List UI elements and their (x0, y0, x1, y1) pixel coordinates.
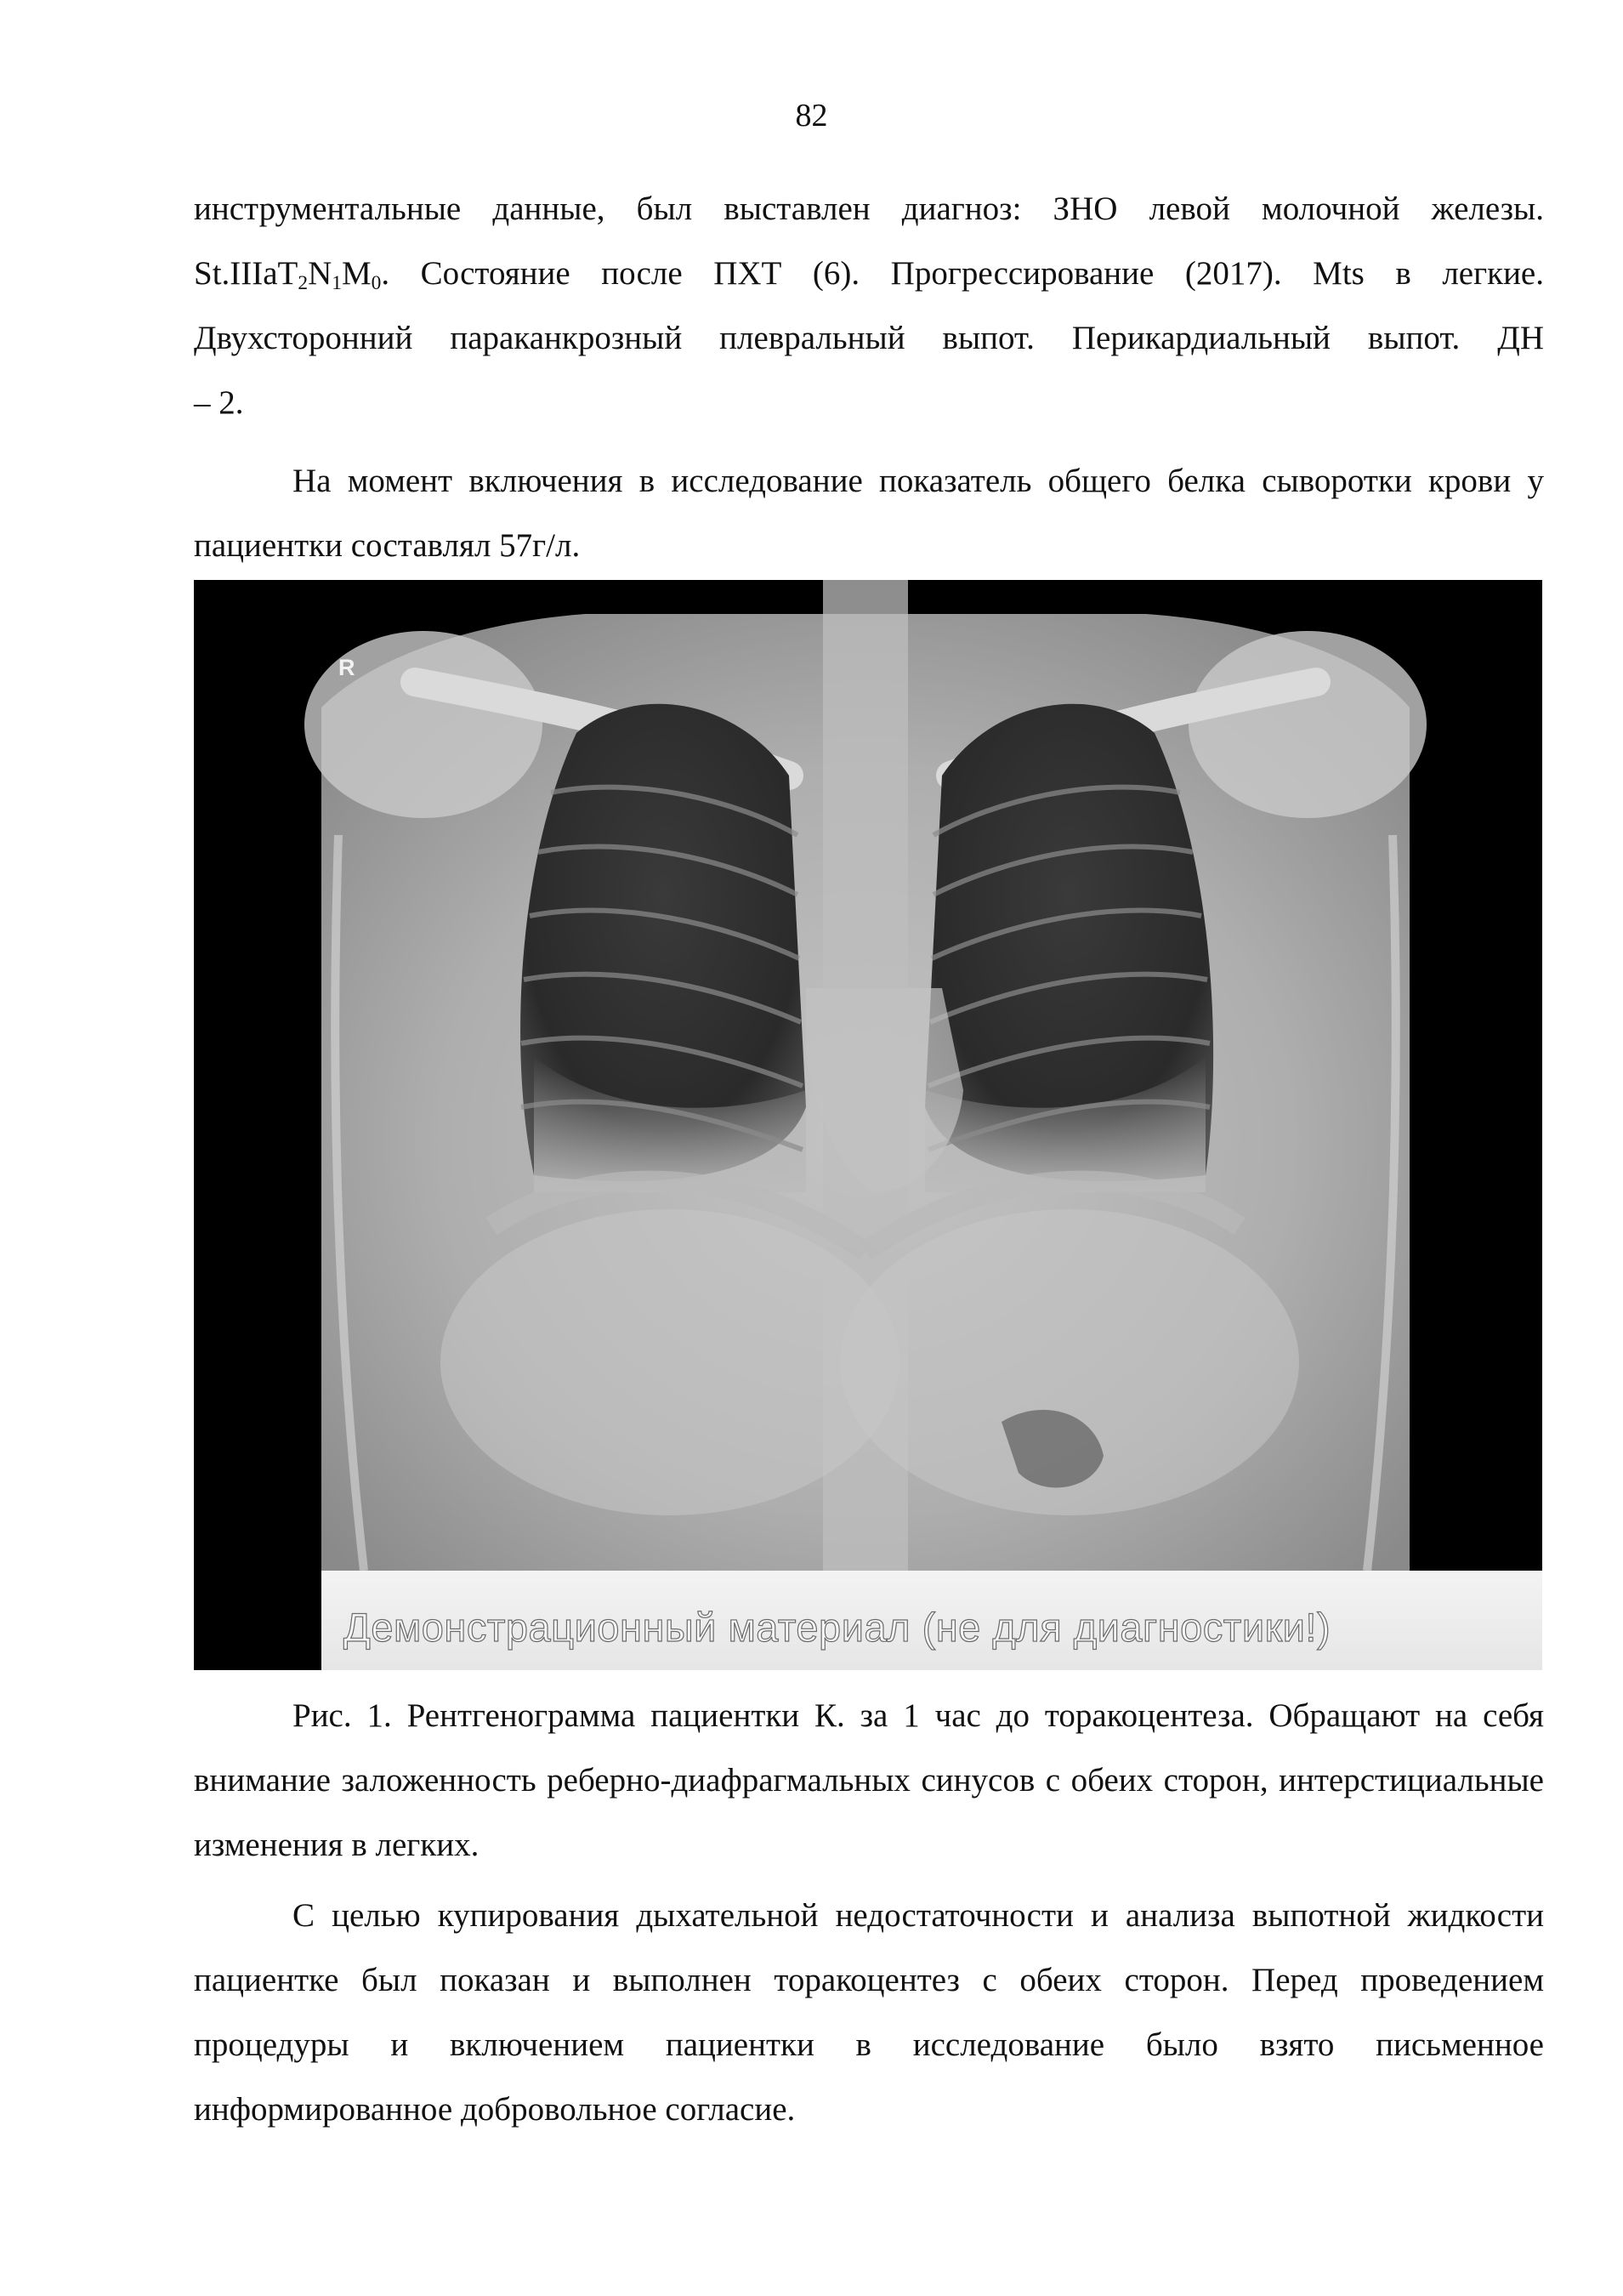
paragraph-diagnosis (194, 177, 1544, 435)
diagnosis-line-4: – 2. (194, 384, 244, 421)
chest-xray-figure (194, 580, 1542, 1670)
m-index: 0 (371, 271, 382, 294)
stage-rest: . Состояние после ПХТ (6). Прогрессирование (2017). Mts в легкие. (381, 255, 1544, 292)
protein-text: На момент включения в исследование показатель общего белка сыворотки крови у пациентки составлял 57г/л. (194, 463, 1544, 564)
diagnosis-line-3: Двухсторонний параканкрозный плевральный выпот. Перикардиальный выпот. ДН (194, 320, 1544, 356)
diagnosis-line-1: инструментальные данные, был выставлен диагноз: ЗНО левой молочной железы. (194, 190, 1544, 227)
watermark-text: Демонстрационный материал (не для диагностики!) (343, 1605, 1331, 1650)
n-letter: N (308, 255, 332, 292)
diagnosis-line-2 (194, 242, 1544, 306)
side-marker-r: R (338, 655, 356, 680)
t-index: 2 (298, 271, 309, 294)
m-letter: M (341, 255, 372, 292)
page-number: 82 (795, 98, 828, 134)
n-index: 1 (332, 271, 342, 294)
stage-prefix: St.IIIaT (194, 255, 298, 292)
paragraph-protein (194, 449, 1544, 578)
paragraph-thoracentesis (194, 1884, 1544, 2142)
xray-image (194, 580, 1542, 1670)
thoracentesis-text: С целью купирования дыхательной недостаточности и анализа выпотной жидкости пациентке был показан и выполнен торакоцентез с обеих сторон. Перед проведением процедуры и включением пациентки в исследование было взято письменное информированное добровольное согласие. (194, 1897, 1544, 2128)
caption-text: Рис. 1. Рентгенограмма пациентки К. за 1 час до торакоцентеза. Обращают на себя внимание заложенность реберно-диафрагмальных синусов с обеих сторон, интерстициальные изменения в легких. (194, 1697, 1544, 1863)
figure-caption (194, 1684, 1544, 1878)
